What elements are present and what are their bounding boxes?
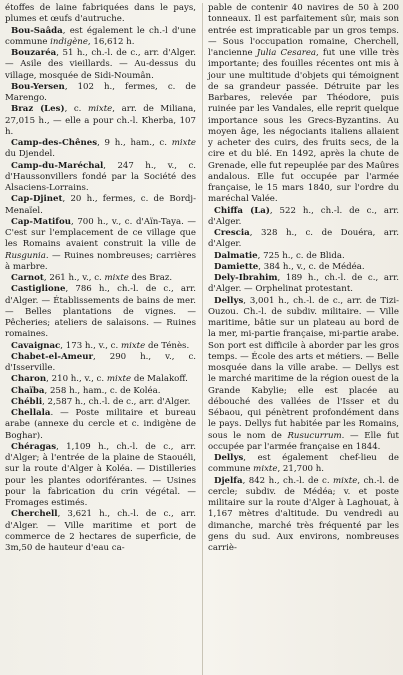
entry-headword: Chabet-el-Ameur — [11, 351, 93, 362]
entry-headword: Dellys — [214, 453, 244, 463]
entry-paragraph — [5, 104, 196, 138]
entry-headword: Chaïba — [11, 385, 45, 396]
entry-italic-term: mixte — [106, 374, 132, 385]
entry-text: , 2,587 h., ch.-l. de c., arr. d'Alger. — [42, 396, 191, 407]
entry-text: , 725 h., c. de Blida. — [257, 250, 345, 261]
entry-italic-term: mixte — [104, 273, 129, 283]
entry-text-tail: , 16,612 h. — [87, 36, 135, 47]
entry-paragraph — [5, 26, 196, 49]
entry-italic-term: Rusgunia — [5, 250, 46, 261]
entry-paragraph — [208, 476, 399, 555]
entry-headword: Chébli — [11, 396, 43, 407]
entry-paragraph — [5, 341, 196, 352]
entry-text: . — Poste militaire et bureau arabe (annexe du cercle et c. indigène de Boghar). — [5, 408, 196, 441]
entry-paragraph — [208, 228, 399, 251]
entry-text-tail: , arr. de Miliana, 27,015 h., — elle a pour ch.-l. Kherba, 107 h. — [5, 104, 196, 137]
entry-headword: Braz (Les) — [11, 104, 65, 115]
entry-text: , 102 h., fermes, c. de Marengo. — [5, 81, 196, 103]
entry-text-tail: de Ténès. — [145, 340, 190, 351]
entry-paragraph — [5, 397, 196, 408]
entry-headword: Bou-Saâda — [11, 25, 63, 36]
entry-text: , 842 h., ch.-l. de c. — [242, 475, 334, 486]
entry-text: , 700 h., v., c. d'Aïn-Taya. — C'est sur l'emplacement de ce village que les Romains avaient construit la ville de — [5, 216, 196, 250]
entry-paragraph — [5, 386, 196, 397]
entry-headword: Camp-du-Maréchal — [11, 160, 104, 171]
entry-headword: Dely-Ibrahim — [214, 273, 278, 283]
entry-paragraph — [5, 273, 196, 284]
entry-text: , est également chef-lieu de commune — [208, 453, 399, 475]
entry-text: , 9 h., ham., c. — [97, 138, 172, 148]
entry-headword: Dalmatie — [214, 250, 258, 261]
entry-paragraph — [208, 262, 399, 273]
entry-headword: Camp-des-Chênes — [11, 138, 98, 148]
entry-paragraph — [5, 217, 196, 273]
entry-headword: Crescia — [214, 228, 250, 238]
entry-text-tail: . — Ruines nombreuses; carrières à marbre. — [5, 250, 196, 272]
entry-text: , 3,621 h., ch.-l. de c., arr. d'Alger. — Ville maritime et port de commerce de 2 hectares de superficie, de 3m,50 de hauteur d'eau ca- — [5, 509, 196, 553]
entry-text-tail: , fut une ville très importante; des fouilles récentes ont mis à jour une multitude d'objets qui témoignent de sa grandeur passée. Détruite par les Barbares, relevée par Théodore, puis ruinée par les Vandales, elle reprit quelque importance sous les Grecs-Byzantins. Au moyen âge, les négociants italiens allaient y acheter des cuirs, des fruits secs, de la cire et du blé. En 1492, après la chute de Grenade, elle fut repeuplée par des Maûres andalous. Elle fut occupée par l'armée française, le 15 mars 1840, sur l'ordre du maréchal Valée. — [208, 48, 399, 205]
entry-headword: Cap-Djinet — [11, 194, 63, 205]
entry-italic-term: Julia Cesarea — [256, 48, 317, 58]
entry-text-tail: des Braz. — [128, 273, 173, 283]
entry-headword: Dellys — [214, 295, 244, 306]
entry-headword: Chellala — [11, 408, 51, 418]
entry-italic-term: Rusucurrum — [287, 430, 342, 441]
entry-text: , 384 h., v., c. de Médéa. — [258, 261, 365, 272]
entry-text-tail: du Djendel. — [5, 149, 56, 160]
entry-text: , 247 h., v., c. d'Haussonvillers fondé par la Société des Alsaciens-Lorrains. — [5, 160, 196, 193]
entry-paragraph — [208, 273, 399, 296]
entry-text: pable de contenir 40 navires de 50 à 200 tonneaux. Il est parfaitement sûr, mais son entrée est impraticable par un gros temps. — Sous l'occupation romaine, Cherchell, l'ancienne — [208, 3, 399, 58]
entry-headword: Cap-Matifou — [11, 216, 71, 227]
entry-italic-term: indigène — [50, 36, 88, 47]
entry-text: , 258 h., ham., c. de Koléa. — [44, 385, 161, 396]
entry-headword: Cherchell — [11, 509, 58, 520]
entry-text: , 786 h., ch.-l. de c., arr. d'Alger. — Établissements de bains de mer. — Belles plantations de vignes. — Pêcheries; ateliers de salaisons. — Ruines romaines. — [5, 284, 196, 340]
entry-text-tail: de Malakoff. — [131, 374, 188, 385]
entry-headword: Charon — [11, 374, 47, 385]
entry-paragraph — [5, 509, 196, 554]
right-column — [202, 3, 399, 675]
entry-headword: Bouzaréa — [11, 48, 57, 58]
entry-text: , 522 h., ch.-l. de c., arr. d'Alger. — [208, 205, 399, 227]
entry-paragraph — [5, 48, 196, 82]
entry-text: , 51 h., ch.-l. de c., arr. d'Alger. — Asile des vieillards. — Au-dessus du village, mosquée de Sidi-Noumân. — [5, 48, 196, 81]
entry-italic-term: mixte — [171, 138, 196, 148]
entry-text-tail: . — Elle fut occupée par l'armée française en 1844. — [208, 430, 399, 452]
entry-text-tail: , ch.-l. de cercle; subdiv. de Médéa; v. et poste militaire sur la route d'Alger à Laghouat, à 1,167 mètres d'altitude. Du vendredi au dimanche, marché très fréquenté par les gens du sud. Aux environs, nombreuses carriè- — [208, 475, 399, 553]
entry-paragraph — [5, 284, 196, 340]
entry-paragraph — [5, 442, 196, 510]
entry-paragraph — [208, 251, 399, 262]
entry-text: , 328 h., c. de Douéra, arr. d'Alger. — [208, 228, 399, 250]
entry-text: , est également le ch.-l d'une commune — [5, 25, 196, 47]
left-column — [5, 3, 196, 675]
entry-text: , 261 h., v., c. — [43, 273, 105, 283]
continuation-paragraph — [208, 3, 399, 206]
entry-paragraph — [208, 453, 399, 476]
continuation-paragraph — [5, 3, 196, 26]
entry-italic-term: mixte — [87, 104, 113, 115]
entry-paragraph — [5, 194, 196, 217]
entry-text: , 290 h., v., c. d'Isserville. — [5, 351, 196, 373]
entry-headword: Chéragas — [11, 441, 57, 452]
entry-paragraph — [5, 82, 196, 105]
entry-headword: Bou-Yersen — [11, 81, 65, 92]
entry-text: , 189 h., ch.-l. de c., arr. d'Alger. — Orphelinat protestant. — [208, 273, 399, 295]
entry-paragraph — [5, 138, 196, 161]
entry-text: , 210 h., v., c. — [46, 374, 107, 385]
entry-italic-term: mixte — [333, 475, 358, 486]
entry-text-tail: , 21,700 h. — [277, 464, 325, 475]
entry-italic-term: mixte — [253, 464, 278, 475]
entry-paragraph — [5, 352, 196, 375]
entry-paragraph — [208, 296, 399, 454]
entry-headword: Damiette — [214, 261, 259, 272]
entry-paragraph — [5, 408, 196, 442]
entry-paragraph — [5, 374, 196, 385]
entry-headword: Djelfa — [214, 475, 243, 486]
entry-headword: Castiglione — [11, 284, 66, 295]
entry-headword: Cavaignac — [11, 340, 61, 351]
entry-text: , 20 h., fermes, c. de Bordj-Menaïel. — [5, 194, 196, 216]
entry-paragraph — [208, 206, 399, 229]
entry-text: étoffes de laine fabriquées dans le pays, plumes et œufs d'autruche. — [5, 3, 196, 25]
entry-text: , 173 h., v., c. — [60, 340, 121, 351]
entry-headword: Carnot — [11, 273, 44, 283]
entry-italic-term: mixte — [120, 340, 146, 351]
entry-text: , c. — [64, 104, 88, 115]
entry-headword: Chiffa (La) — [214, 205, 270, 216]
entry-paragraph — [5, 161, 196, 195]
entry-text: , 3,001 h., ch.-l. de c., arr. de Tizi-Ouzou. Ch.-l. de subdiv. militaire. — Ville maritime, bâtie sur un plateau au bord de la mer, mi-partie française, mi-partie arabe. Son port est difficile à aborder par les gros temps. — École des arts et métiers. — Belle mosquée dans la ville arabe. — Dellys est le marché maritime de la région ouest de la Grande Kabylie; elle est placée au débouché des vallées de l'Isser et du Sébaou, qui pénètrent profondément dans le pays. Dellys fut habitée par les Romains, sous le nom de — [208, 295, 399, 441]
entry-text: , 1,109 h., ch.-l. de c., arr. d'Alger; à l'entrée de la plaine de Staouéli, sur la route d'Alger à Koléa. — Distilleries pour les plantes odoriférantes. — Usines pour la fabrication du crin végétal. — Fromages estimés. — [5, 441, 196, 508]
